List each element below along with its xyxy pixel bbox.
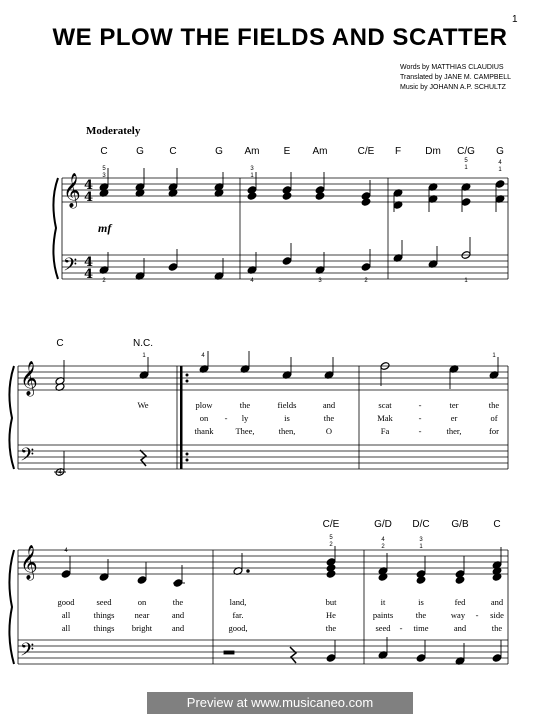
fingering: 1 bbox=[464, 278, 468, 284]
lyric-syllable: way bbox=[450, 610, 466, 620]
lyric-syllable: good, bbox=[228, 623, 248, 633]
fingering: 5 2 bbox=[329, 535, 333, 548]
lyric-syllable: then, bbox=[278, 426, 296, 436]
fingering: 2 bbox=[364, 278, 368, 284]
lyric-syllable: fed bbox=[454, 597, 466, 607]
lyric-syllable: ther, bbox=[446, 426, 462, 436]
system3-bass-staff bbox=[18, 640, 508, 664]
lyric-syllable: side bbox=[490, 610, 504, 620]
chord-symbol: G bbox=[496, 146, 504, 157]
bass-clef-icon: 𝄢 bbox=[63, 255, 78, 280]
lyric-syllable: paints bbox=[372, 610, 394, 620]
fingering: 3 1 bbox=[250, 166, 254, 179]
chord-symbol: E bbox=[283, 146, 291, 157]
lyric-syllable: Mak bbox=[377, 413, 393, 423]
quarter-rest-icon bbox=[140, 450, 146, 466]
system2-bass-staff bbox=[18, 445, 508, 469]
fingering: 4 2 bbox=[381, 537, 385, 550]
lyric-syllable: plow bbox=[195, 400, 213, 410]
lyric-syllable: the bbox=[325, 623, 337, 633]
lyric-syllable: the bbox=[239, 400, 251, 410]
fingering: 4 bbox=[201, 353, 205, 359]
lyric-syllable: the bbox=[172, 597, 184, 607]
fingering: 2 bbox=[102, 278, 106, 284]
lyric-syllable: - bbox=[418, 413, 422, 423]
chord-symbol: G/D bbox=[374, 519, 392, 530]
lyric-syllable: - bbox=[475, 610, 479, 620]
chord-symbol: C bbox=[56, 338, 64, 349]
lyric-syllable: the bbox=[488, 400, 500, 410]
lyric-syllable: seed bbox=[96, 597, 112, 607]
lyric-syllable: all bbox=[61, 610, 71, 620]
lyric-syllable: things bbox=[93, 623, 115, 633]
fingering: 3 bbox=[318, 278, 322, 284]
lyric-syllable: on bbox=[199, 413, 209, 423]
lyric-syllable: and bbox=[453, 623, 467, 633]
lyric-syllable: things bbox=[93, 610, 115, 620]
treble-clef-icon: 𝄞 bbox=[20, 545, 38, 580]
bass-clef-icon: 𝄢 bbox=[20, 640, 35, 665]
treble-clef-icon: 𝄞 bbox=[20, 361, 38, 396]
credit-translation: Translated by JANE M. CAMPBELL bbox=[400, 74, 512, 81]
lyric-syllable: but bbox=[325, 597, 337, 607]
lyric-syllable: - bbox=[418, 400, 422, 410]
lyric-syllable: scat bbox=[378, 400, 392, 410]
song-title: WE PLOW THE FIELDS AND SCATTER bbox=[52, 24, 508, 51]
credit-words: Words by MATTHIAS CLAUDIUS bbox=[400, 64, 504, 71]
half-rest-icon bbox=[224, 651, 234, 654]
lyric-syllable: of bbox=[490, 413, 498, 423]
lyric-syllable: bright bbox=[131, 623, 153, 633]
chord-symbol: G bbox=[136, 146, 144, 157]
svg-text:4: 4 bbox=[84, 190, 94, 205]
fingering: 5 1 bbox=[464, 158, 468, 171]
dynamic-marking: mf bbox=[98, 221, 112, 235]
chord-symbol: D/C bbox=[412, 519, 430, 530]
lyric-syllable: and bbox=[322, 400, 336, 410]
lyric-syllable: is bbox=[418, 597, 424, 607]
lyric-syllable: and bbox=[171, 623, 185, 633]
lyric-syllable: near bbox=[134, 610, 150, 620]
fingering: 4 bbox=[58, 470, 62, 476]
quarter-rest-icon bbox=[290, 647, 296, 663]
chord-symbol: C/E bbox=[357, 146, 375, 157]
lyric-syllable: and bbox=[171, 610, 185, 620]
lyric-syllable: good bbox=[57, 597, 75, 607]
lyric-syllable: - bbox=[418, 426, 422, 436]
lyric-syllable: O bbox=[325, 426, 333, 436]
fingering: 5 3 bbox=[102, 166, 106, 179]
lyric-syllable: He bbox=[326, 610, 336, 620]
lyric-syllable: fields bbox=[277, 400, 297, 410]
chord-symbol: C bbox=[169, 146, 177, 157]
lyric-syllable: is bbox=[284, 413, 290, 423]
svg-text:4: 4 bbox=[84, 255, 94, 270]
time-signature bbox=[84, 178, 93, 282]
fingering: 4 1 bbox=[498, 160, 502, 173]
chord-symbol: N.C. bbox=[133, 338, 153, 349]
chord-symbol: C/G bbox=[457, 146, 475, 157]
treble-clef-icon: 𝄞 bbox=[63, 173, 81, 208]
chord-symbol: G bbox=[215, 146, 223, 157]
credit-music: Music by JOHANN A.P. SCHULTZ bbox=[400, 84, 506, 91]
fingering: 1 bbox=[492, 353, 496, 359]
lyric-syllable: Thee, bbox=[235, 426, 255, 436]
bass-clef-icon: 𝄢 bbox=[20, 445, 35, 470]
lyric-syllable: - bbox=[224, 413, 228, 423]
fingering: 3 1 bbox=[419, 537, 423, 550]
lyric-syllable: ly bbox=[241, 413, 249, 423]
lyric-syllable: seed bbox=[375, 623, 391, 633]
page-number: 1 bbox=[512, 14, 518, 25]
chord-symbol: Am bbox=[244, 146, 260, 157]
lyric-syllable: and bbox=[490, 597, 504, 607]
lyric-syllable: for bbox=[489, 426, 499, 436]
system3-treble-staff bbox=[18, 550, 508, 574]
fingering: 4 bbox=[64, 548, 68, 554]
lyric-syllable: er bbox=[450, 413, 458, 423]
chord-symbol: Dm bbox=[425, 146, 441, 157]
chord-symbol: C bbox=[493, 519, 501, 530]
chord-symbol: C bbox=[100, 146, 108, 157]
lyric-syllable: it bbox=[380, 597, 386, 607]
chord-symbol: F bbox=[394, 146, 402, 157]
lyric-syllable: far. bbox=[232, 610, 244, 620]
fingering: 1 bbox=[142, 353, 146, 359]
lyric-syllable: thank bbox=[194, 426, 214, 436]
lyric-syllable: on bbox=[137, 597, 147, 607]
preview-watermark: Preview at www.musicaneo.com bbox=[147, 692, 413, 714]
svg-text:4: 4 bbox=[84, 178, 94, 193]
chord-symbol: Am bbox=[312, 146, 328, 157]
lyric-syllable: the bbox=[323, 413, 335, 423]
svg-text:4: 4 bbox=[84, 267, 94, 282]
fingering: 4 bbox=[250, 278, 254, 284]
lyric-syllable: time bbox=[413, 623, 429, 633]
chord-symbol: C/E bbox=[322, 519, 340, 530]
lyric-syllable: Fa bbox=[380, 426, 390, 436]
chord-symbol: G/B bbox=[451, 519, 469, 530]
system2-treble-staff bbox=[18, 366, 508, 390]
lyric-syllable: - bbox=[399, 623, 403, 633]
lyric-syllable: the bbox=[491, 623, 503, 633]
tempo-marking: Moderately bbox=[86, 125, 141, 137]
lyric-syllable: the bbox=[415, 610, 427, 620]
lyric-syllable: We bbox=[137, 400, 149, 410]
lyric-syllable: all bbox=[61, 623, 71, 633]
lyric-syllable: ter bbox=[449, 400, 459, 410]
lyric-syllable: land, bbox=[229, 597, 247, 607]
